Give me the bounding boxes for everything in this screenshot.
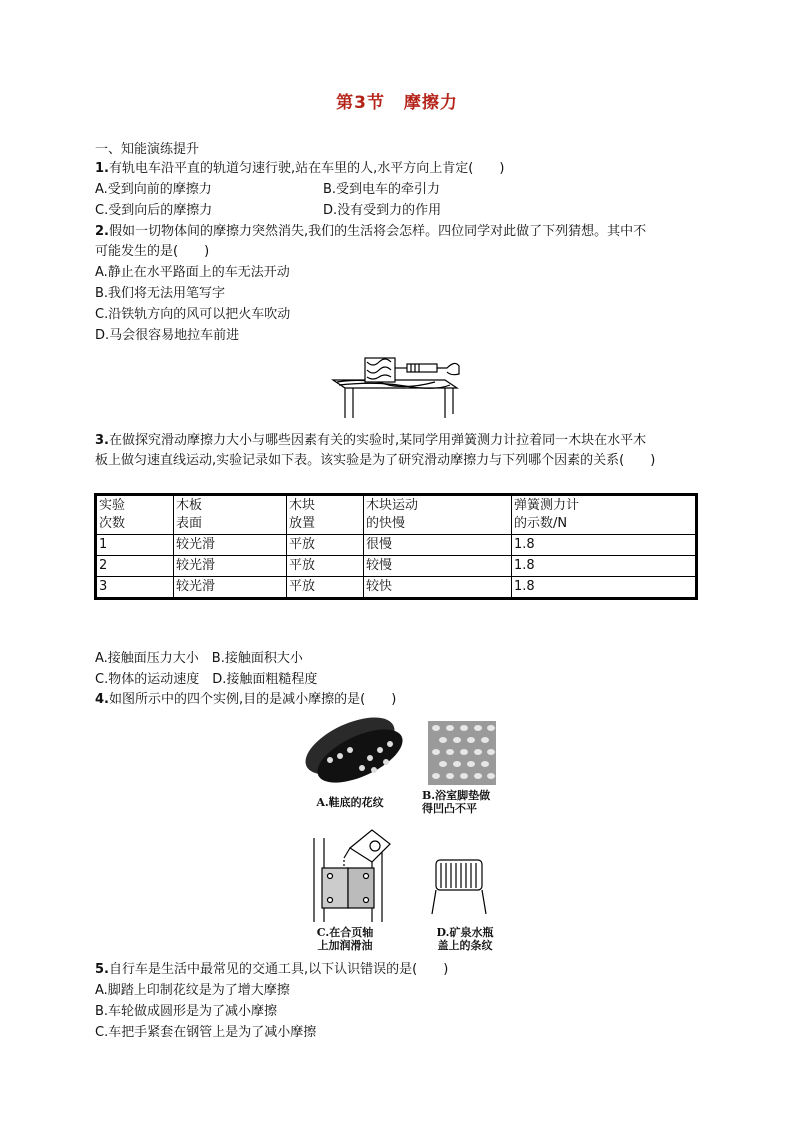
question-text: 有轨电车沿平直的轨道匀速行驶,站在车里的人,水平方向上肯定( ) (108, 161, 505, 176)
option-c: C.沿铁轨方向的风可以把火车吹动 (95, 307, 291, 322)
option-c: C.车把手紧套在钢管上是为了减小摩擦 (95, 1025, 317, 1040)
table-cell: 3 (96, 577, 174, 599)
header-line: 弹簧测力计 (514, 498, 580, 513)
table-cell: 1.8 (512, 556, 697, 577)
question-number: 2. (95, 224, 109, 239)
figure-a-caption: A.鞋底的花纹 (316, 796, 384, 809)
table-cell: 平放 (287, 556, 364, 577)
question-number: 5. (95, 962, 109, 977)
header-line: 木块 (289, 498, 316, 513)
part-heading: 一、知能演练提升 (95, 142, 200, 157)
option-d: D.没有受到力的作用 (323, 203, 442, 218)
option-b: B.我们将无法用笔写字 (95, 286, 226, 301)
figure-c-caption (305, 926, 385, 952)
header-line: 木块运动 (366, 498, 419, 513)
option-c: C.受到向后的摩擦力 (95, 203, 213, 218)
header-cell (287, 495, 364, 535)
header-line: 的快慢 (366, 516, 406, 531)
caption-line: 盖上的条纹 (437, 939, 493, 952)
question-number: 3. (95, 433, 109, 448)
caption-line: C.在合页轴 (316, 926, 374, 939)
table-header-row (96, 495, 697, 535)
option-a: A.静止在水平路面上的车无法开动 (95, 265, 290, 280)
page-title (0, 88, 794, 113)
table-cell: 较光滑 (174, 535, 287, 556)
option-d: D.马会很容易地拉车前进 (95, 328, 240, 343)
option-b: B.受到电车的牵引力 (323, 182, 441, 197)
shoe-sole-image (300, 698, 410, 790)
question-text: 在做探究滑动摩擦力大小与哪些因素有关的实验时,某同学用弹簧测力计拉着同一木块在水平木 (108, 433, 647, 448)
header-line: 放置 (289, 516, 316, 531)
header-line: 实验 (99, 498, 126, 513)
table-row (96, 577, 697, 599)
table-cell: 2 (96, 556, 174, 577)
section-number: 第3节 (336, 93, 385, 113)
option-b: B.车轮做成圆形是为了减小摩擦 (95, 1004, 278, 1019)
question-text-cont: 可能发生的是( ) (95, 244, 210, 259)
caption-line: B.浴室脚垫做 (422, 789, 491, 802)
table-cell: 平放 (287, 535, 364, 556)
table-cell: 1 (96, 535, 174, 556)
table-row (96, 535, 697, 556)
header-cell (364, 495, 512, 535)
table-cell: 较光滑 (174, 556, 287, 577)
question-1 (95, 160, 504, 178)
header-line: 表面 (176, 516, 203, 531)
table-cell: 平放 (287, 577, 364, 599)
header-cell (174, 495, 287, 535)
option-a: A.脚踏上印制花纹是为了增大摩擦 (95, 983, 290, 998)
caption-line: 得凹凸不平 (422, 802, 477, 815)
question-2 (95, 223, 646, 241)
options-c-d: C.物体的运动速度 D.接触面粗糙程度 (95, 672, 318, 687)
table-cell: 较慢 (364, 556, 512, 577)
table-cell: 较光滑 (174, 577, 287, 599)
option-a: A.受到向前的摩擦力 (95, 182, 212, 197)
question-number: 4. (95, 692, 109, 707)
figure-b-caption (422, 789, 506, 815)
question-text: 假如一切物体间的摩擦力突然消失,我们的生活将会怎样。四位同学对此做了下列猜想。其中不 (108, 224, 647, 239)
section-name: 摩擦力 (403, 93, 458, 113)
table-cell: 较快 (364, 577, 512, 599)
figure-d-caption (425, 926, 505, 952)
table-cell: 1.8 (512, 577, 697, 599)
question-text: 如图所示中的四个实例,目的是减小摩擦的是( ) (108, 692, 397, 707)
table-cell: 很慢 (364, 535, 512, 556)
options-a-b: A.接触面压力大小 B.接触面积大小 (95, 651, 303, 666)
question-3 (95, 432, 646, 450)
spring-scale-figure (325, 348, 465, 420)
table-cell: 1.8 (512, 535, 697, 556)
caption-line: D.矿泉水瓶 (436, 926, 494, 939)
question-5 (95, 961, 448, 979)
header-line: 木板 (176, 498, 203, 513)
caption-line: 上加润滑油 (317, 939, 373, 952)
question-number: 1. (95, 161, 109, 176)
header-cell (512, 495, 697, 535)
bottle-cap-image (430, 858, 488, 918)
table-row (96, 556, 697, 577)
header-line: 的示数/N (514, 516, 568, 531)
question-text-cont: 板上做匀速直线运动,实验记录如下表。该实验是为了研究滑动摩擦力与下列哪个因素的关系( ) (95, 453, 656, 468)
experiment-table (94, 493, 698, 600)
question-text: 自行车是生活中最常见的交通工具,以下认识错误的是( ) (108, 962, 449, 977)
header-cell (96, 495, 174, 535)
header-line: 次数 (99, 516, 126, 531)
bath-mat-image (428, 721, 496, 785)
hinge-oil-image (300, 828, 400, 924)
